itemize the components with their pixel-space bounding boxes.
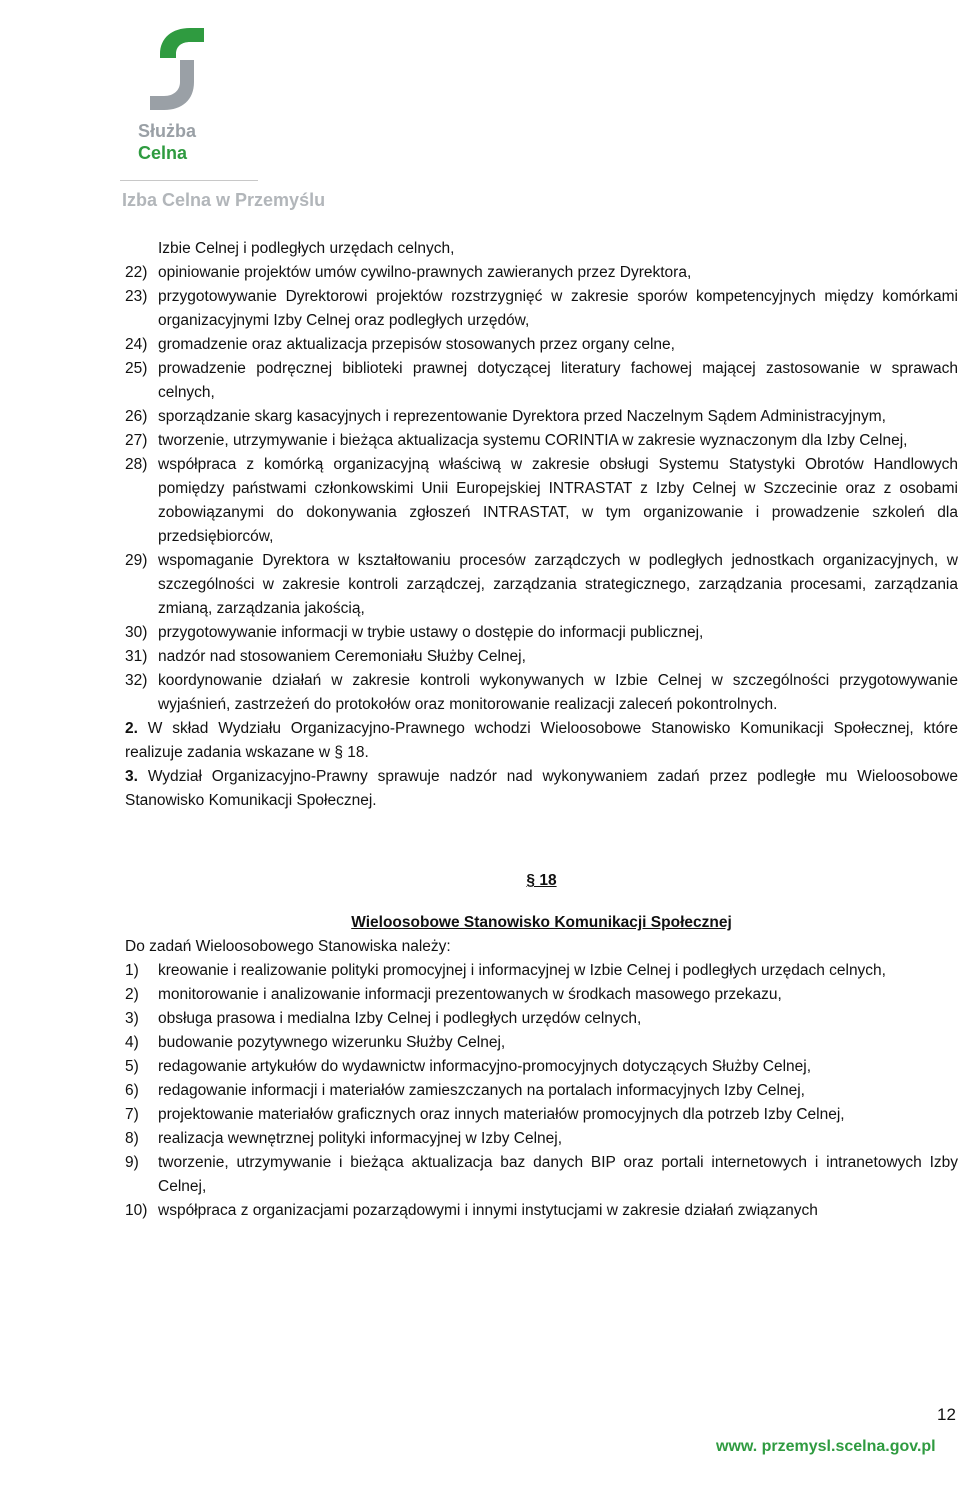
list-item-number: 27) — [125, 432, 148, 449]
list-item-text: monitorowanie i analizowanie informacji prezentowanych w środkach masowego przekazu, — [158, 986, 782, 1003]
section-2 — [125, 717, 958, 765]
paragraph-heading — [125, 869, 958, 935]
list-item-number: 29) — [125, 552, 148, 569]
document-body — [125, 237, 958, 1223]
list-item — [125, 1103, 958, 1127]
page-number: 12 — [937, 1405, 956, 1424]
list-item — [125, 285, 958, 333]
list-item-number: 3) — [125, 1010, 139, 1027]
list-item — [125, 261, 958, 285]
list-item-text: realizacja wewnętrznej polityki informacyjnej w Izby Celnej, — [158, 1130, 563, 1147]
list-item-text: tworzenie, utrzymywanie i bieżąca aktualizacja systemu CORINTIA w zakresie wyznaczonym dla Izby Celnej, — [158, 432, 908, 449]
list-item-text: redagowanie artykułów do wydawnictw informacyjno-promocyjnych dotyczących Służby Celnej, — [158, 1058, 812, 1075]
list-item-number: 9) — [125, 1154, 139, 1171]
list-item-text: prowadzenie podręcznej biblioteki prawnej dotyczącej literatury fachowej mającej zastosowanie w sprawach celnych, — [158, 360, 958, 401]
list-item-text: projektowanie materiałów graficznych oraz innych materiałów promocyjnych dla potrzeb Izby Celnej, — [158, 1106, 845, 1123]
logo — [120, 18, 270, 183]
list-item-continuation — [125, 237, 958, 261]
office-name: Izba Celna w Przemyślu — [122, 190, 326, 210]
list-item-number: 8) — [125, 1130, 139, 1147]
logo-line-2: Celna — [138, 143, 188, 163]
list-item-text: przygotowywanie Dyrektorowi projektów rozstrzygnięć w zakresie sporów kompetencyjnych między komórkami organizacyjnymi Izby Celnej oraz podległych urzędów, — [158, 288, 958, 329]
list-item — [125, 1079, 958, 1103]
list-item — [125, 1031, 958, 1055]
list-item-number: 1) — [125, 962, 139, 979]
section-text: Wydział Organizacyjno-Prawny sprawuje nadzór nad wykonywaniem zadań przez podległe mu Wieloosobowe Stanowisko Komunikacji Społecznej. — [125, 768, 958, 809]
list-item-text: nadzór nad stosowaniem Ceremoniału Służby Celnej, — [158, 648, 526, 665]
section-number: 3. — [125, 768, 138, 785]
list-item-number: 32) — [125, 672, 148, 689]
list-item-text: kreowanie i realizowanie polityki promocyjnej i informacyjnej w Izbie Celnej i podległych urzędach celnych, — [158, 962, 886, 979]
list-item-number: 4) — [125, 1034, 139, 1051]
list-item — [125, 669, 958, 717]
list-item-number: 10) — [125, 1202, 148, 1219]
list-item-number: 28) — [125, 456, 148, 473]
list-item — [125, 357, 958, 405]
list-item-number: 30) — [125, 624, 148, 641]
list-item-text: sporządzanie skarg kasacyjnych i reprezentowanie Dyrektora przed Naczelnym Sądem Administracyjnym, — [158, 408, 886, 425]
list-item-text: budowanie pozytywnego wizerunku Służby Celnej, — [158, 1034, 506, 1051]
list-item — [125, 429, 958, 453]
list-item-number: 26) — [125, 408, 148, 425]
list-item-text: tworzenie, utrzymywanie i bieżąca aktualizacja baz danych BIP oraz portali internetowych i intranetowych Izby Celnej, — [158, 1154, 958, 1195]
list-item-number: 22) — [125, 264, 148, 281]
list-item — [125, 1199, 958, 1223]
list-item — [125, 983, 958, 1007]
list-item-text: przygotowywanie informacji w trybie ustawy o dostępie do informacji publicznej, — [158, 624, 704, 641]
list-item-text: koordynowanie działań w zakresie kontroli wykonywanych w Izbie Celnej w szczególności przygotowywanie wyjaśnień, zastrzeżeń do protokołów oraz monitorowanie realizacji zaleceń pokontrolnych. — [158, 672, 958, 713]
list-item — [125, 1151, 958, 1199]
task-list — [125, 959, 958, 1223]
list-item-text: gromadzenie oraz aktualizacja przepisów stosowanych przez organy celne, — [158, 336, 675, 353]
list-item-number: 25) — [125, 360, 148, 377]
list-item-number: 23) — [125, 288, 148, 305]
list-item-number: 24) — [125, 336, 148, 353]
list-item-number: 31) — [125, 648, 148, 665]
list-item-text: obsługa prasowa i medialna Izby Celnej i podległych urzędów celnych, — [158, 1010, 642, 1027]
list-item-text: współpraca z organizacjami pozarządowymi i innymi instytucjami w zakresie działań związanych — [158, 1202, 818, 1219]
list-item — [125, 959, 958, 983]
list-item-number: 7) — [125, 1106, 139, 1123]
paragraph-title: Wieloosobowe Stanowisko Komunikacji Społecznej — [351, 914, 732, 931]
list-item-text: współpraca z komórką organizacyjną właściwą w zakresie obsługi Systemu Statystyki Obrotów Handlowych pomiędzy państwami członkowskimi Unii Europejskiej INTRASTAT z Izby Celnej w Szczecinie oraz z osobami zobowiązanymi do dokonywania zgłoszeń INTRASTAT, w tym organizowanie i prowadzenie szkoleń dla przedsiębiorców, — [158, 456, 958, 545]
section-3 — [125, 765, 958, 813]
list-item — [125, 621, 958, 645]
section-text: W skład Wydziału Organizacyjno-Prawnego wchodzi Wieloosobowe Stanowisko Komunikacji Społecznej, które realizuje zadania wskazane w § 18. — [125, 720, 958, 761]
list-item — [125, 1007, 958, 1031]
list-item-text: wspomaganie Dyrektora w kształtowaniu procesów zarządczych w podległych jednostkach organizacyjnych, w szczególności w zakresie kontroli zarządczej, zarządzania strategicznego, zarządzania procesami, zarządzania zmianą, zarządzania jakością, — [158, 552, 958, 617]
list-item — [125, 453, 958, 549]
section-number: 2. — [125, 720, 138, 737]
list-item-number: 5) — [125, 1058, 139, 1075]
header-divider — [120, 180, 258, 181]
list-item — [125, 333, 958, 357]
list-item — [125, 1127, 958, 1151]
list-item-text: opiniowanie projektów umów cywilno-prawnych zawieranych przez Dyrektora, — [158, 264, 692, 281]
customs-logo-icon — [142, 24, 222, 114]
list-intro: Do zadań Wieloosobowego Stanowiska należy: — [125, 938, 451, 955]
logo-text — [138, 120, 196, 164]
list-item — [125, 405, 958, 429]
logo-line-1: Służba — [138, 121, 197, 141]
list-item — [125, 645, 958, 669]
footer-url[interactable]: www. przemysl.scelna.gov.pl — [716, 1438, 936, 1455]
list-item-text: Izbie Celnej i podległych urzędach celnych, — [158, 240, 455, 257]
list-item — [125, 549, 958, 621]
list-item-text: redagowanie informacji i materiałów zamieszczanych na portalach informacyjnych Izby Celnej, — [158, 1082, 805, 1099]
list-item-number: 2) — [125, 986, 139, 1003]
paragraph-number: § 18 — [526, 872, 557, 889]
list-item-number: 6) — [125, 1082, 139, 1099]
list-item — [125, 1055, 958, 1079]
